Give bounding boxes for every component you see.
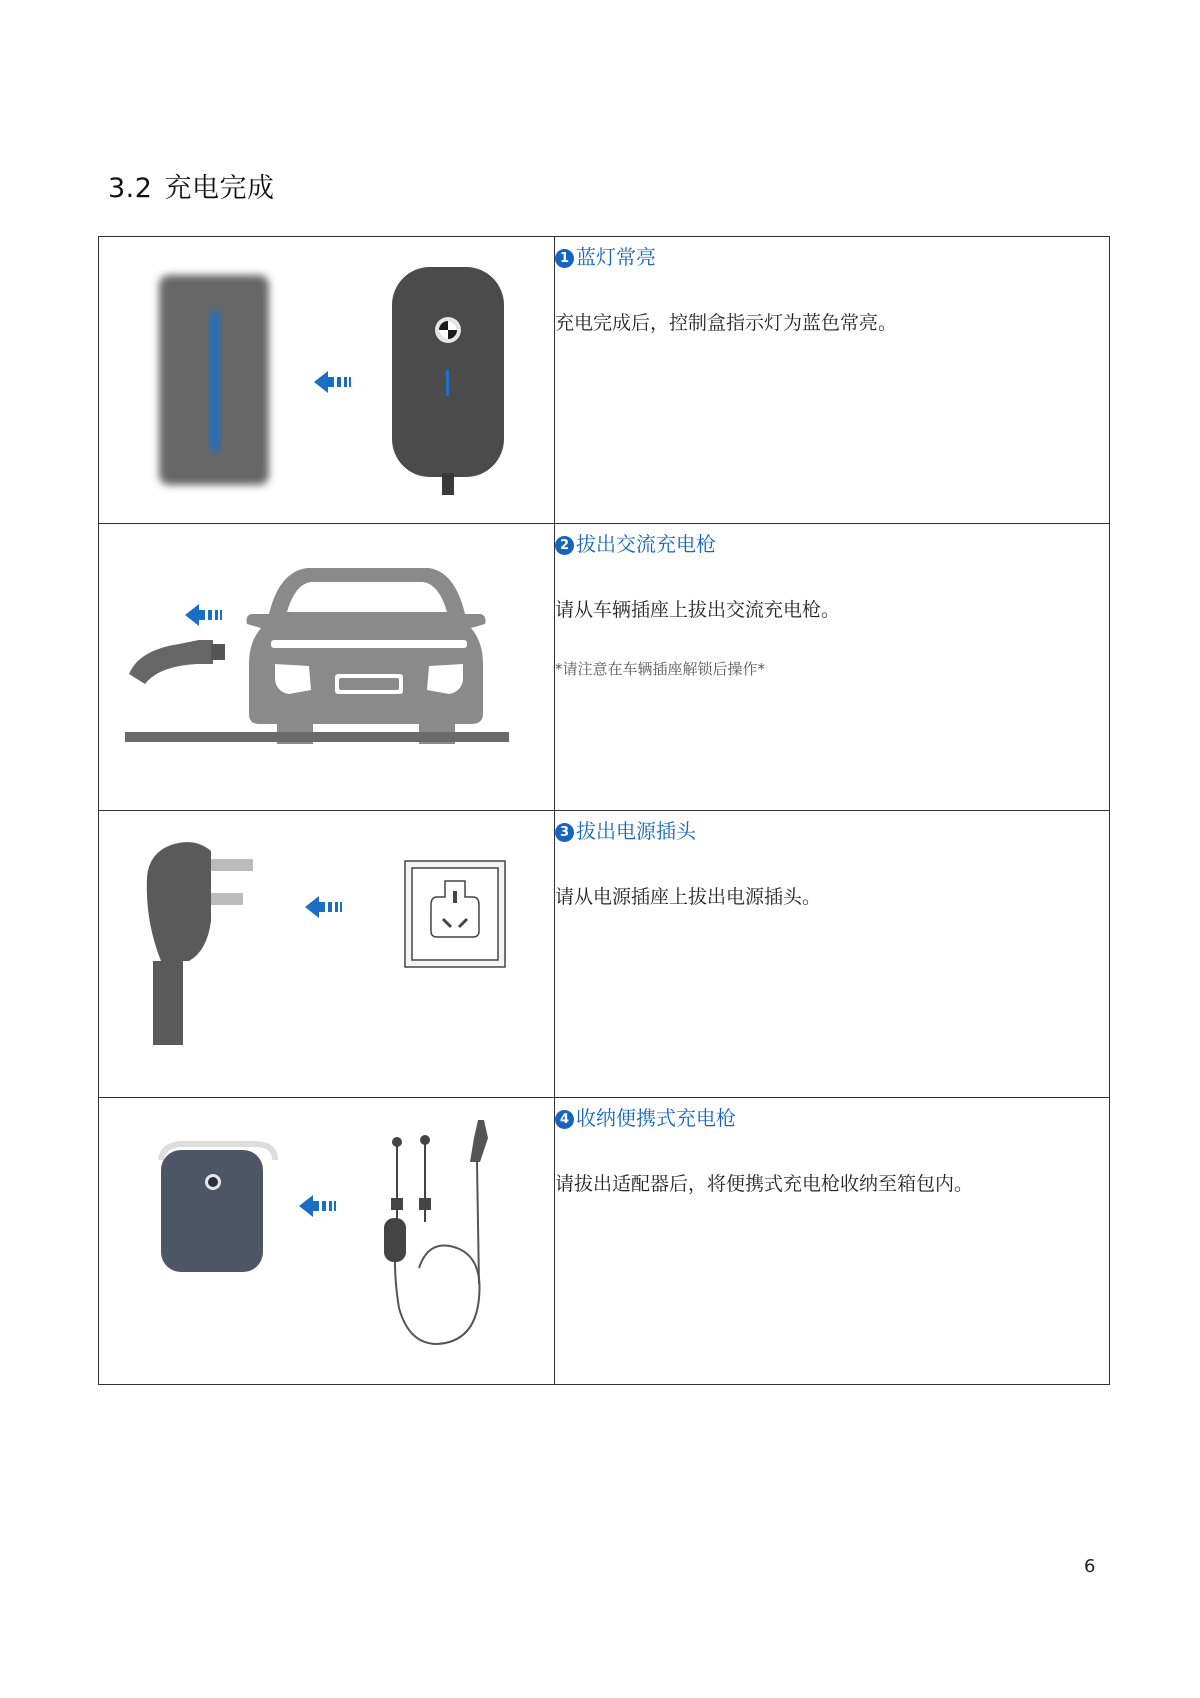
section-number: 3.2 [108,173,153,204]
step-1-badge: 1 [555,249,574,268]
step-3-description: 请从电源插座上拔出电源插头。 [555,886,822,908]
step-2-description: 请从车辆插座上拔出交流充电枪。 [555,599,841,621]
step-1-illustration [99,237,555,524]
left-arrow-icon [299,1195,336,1217]
section-title: 充电完成 [164,173,275,204]
store-portable-charger-illustration [99,1098,554,1384]
step-2-badge: 2 [555,536,574,555]
step-1-text [555,237,1110,524]
step-3-text [555,811,1110,1098]
ground-line [125,732,509,742]
step-1-description: 充电完成后，控制盒指示灯为蓝色常亮。 [555,312,898,334]
step-2-text [555,524,1110,811]
step-1-title: 1 蓝灯常亮 [555,241,1109,270]
blue-light-strip [210,311,220,451]
left-arrow-icon [185,604,222,626]
section-heading [108,166,274,205]
step-4-badge: 4 [555,1110,574,1129]
step-3-title: 3 拔出电源插头 [555,815,1109,844]
step-2-note: *请注意在车辆插座解锁后操作* [555,660,766,678]
power-plug-icon [147,842,253,1045]
step-3-badge: 3 [555,823,574,842]
step-2-title: 2 拔出交流充电枪 [555,528,1109,557]
page-number: 6 [1084,1556,1096,1577]
control-box-indicator-illustration [99,237,554,523]
step-row-4 [99,1098,1110,1385]
steps-table [98,236,1110,1385]
step-2-illustration [99,524,555,811]
unplug-power-plug-illustration [99,811,554,1097]
wall-socket-icon [405,861,505,967]
left-arrow-icon [314,371,351,393]
left-arrow-icon [305,896,342,918]
step-4-title: 4 收纳便携式充电枪 [555,1102,1109,1131]
step-4-description: 请拔出适配器后，将便携式充电枪收纳至箱包内。 [555,1173,974,1195]
step-3-illustration [99,811,555,1098]
step-row-2 [99,524,1110,811]
step-row-3 [99,811,1110,1098]
storage-bag-icon [161,1144,275,1272]
step-row-1 [99,237,1110,524]
car-front-icon [247,568,486,744]
charging-gun-icon [129,640,225,684]
unplug-ac-gun-illustration [99,524,554,810]
step-4-text [555,1098,1110,1385]
control-box-icon [392,267,504,495]
portable-charger-icon [384,1120,488,1344]
step-4-illustration [99,1098,555,1385]
